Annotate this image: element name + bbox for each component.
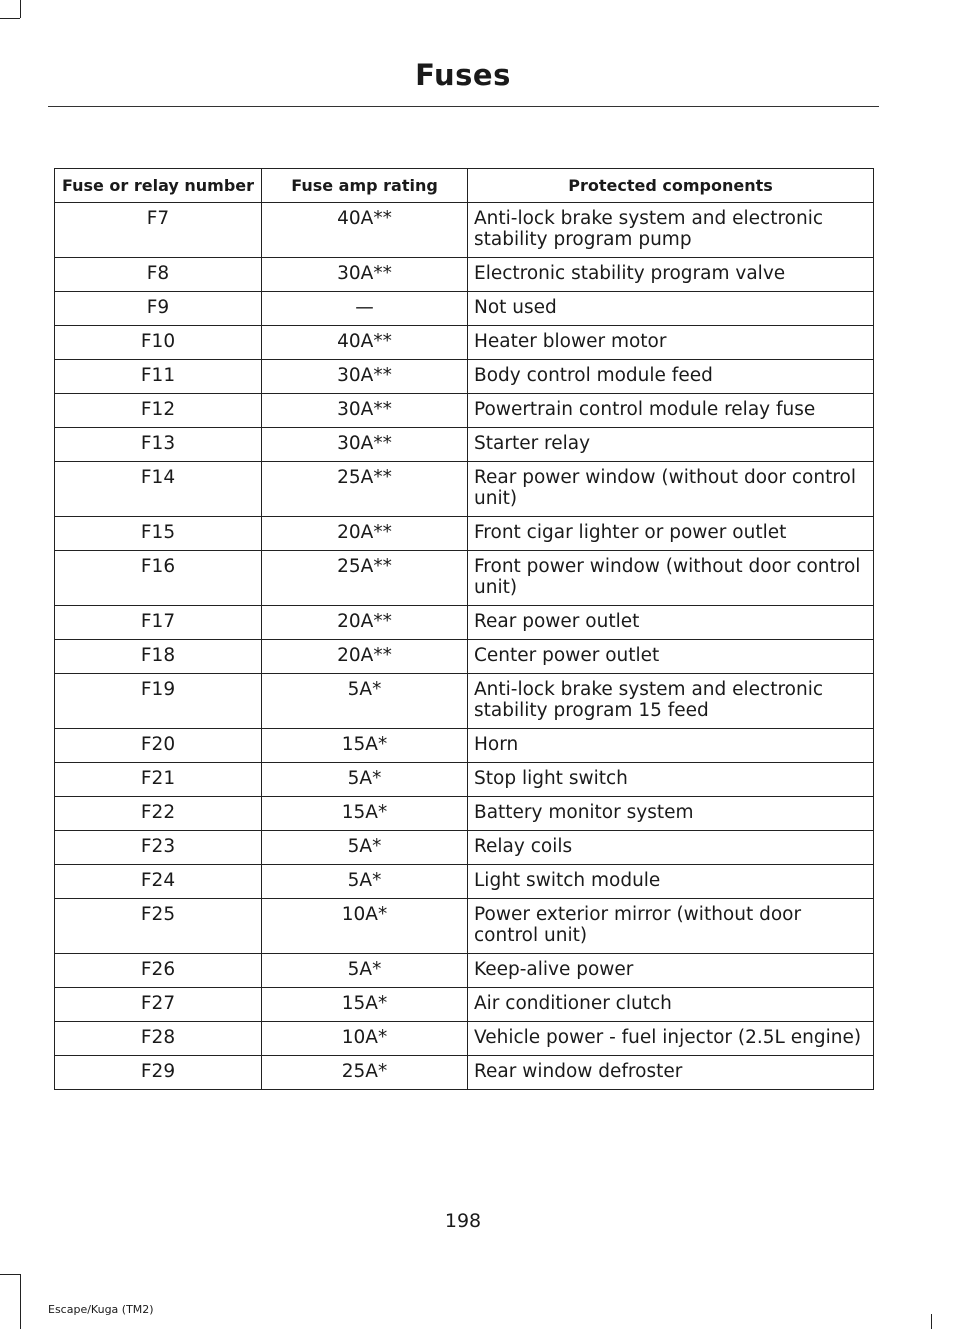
protected-components-cell: Starter relay [468,428,874,462]
crop-mark [931,1314,932,1329]
fuse-number-cell: F12 [55,394,262,428]
fuse-number-cell: F16 [55,551,262,606]
fuse-number-cell: F18 [55,640,262,674]
table-row [55,258,874,292]
protected-components-cell: Powertrain control module relay fuse [468,394,874,428]
fuse-number-cell: F21 [55,763,262,797]
protected-components-cell: Anti-lock brake system and electronic stability program 15 feed [468,674,874,729]
amp-rating-cell: 15A* [262,729,468,763]
title-divider [48,106,879,107]
page-number: 198 [444,1210,482,1232]
amp-rating-cell: 30A** [262,394,468,428]
amp-rating-cell: 25A* [262,1056,468,1090]
protected-components-cell: Keep-alive power [468,954,874,988]
protected-components-cell: Vehicle power - fuel injector (2.5L engine) [468,1022,874,1056]
amp-rating-cell: 40A** [262,326,468,360]
crop-mark [0,18,20,19]
protected-components-cell: Air conditioner clutch [468,988,874,1022]
table-row [55,462,874,517]
fuse-number-cell: F27 [55,988,262,1022]
fuse-number-cell: F11 [55,360,262,394]
table-row [55,640,874,674]
table-row [55,954,874,988]
protected-components-cell: Electronic stability program valve [468,258,874,292]
crop-mark [0,1274,20,1275]
amp-rating-cell: 15A* [262,797,468,831]
amp-rating-cell: 10A* [262,1022,468,1056]
amp-rating-cell: 25A** [262,551,468,606]
protected-components-cell: Rear window defroster [468,1056,874,1090]
table-row [55,360,874,394]
table-row [55,394,874,428]
table-row [55,292,874,326]
amp-rating-cell: 15A* [262,988,468,1022]
amp-rating-cell: 10A* [262,899,468,954]
amp-rating-cell: 5A* [262,954,468,988]
table-row [55,606,874,640]
document-label: Escape/Kuga (TM2) [48,1303,154,1316]
protected-components-cell: Horn [468,729,874,763]
protected-components-cell: Rear power outlet [468,606,874,640]
fuse-number-cell: F9 [55,292,262,326]
table-row [55,763,874,797]
table-row [55,865,874,899]
table-row [55,797,874,831]
table-row [55,428,874,462]
page-title: Fuses [415,58,511,92]
protected-components-cell: Body control module feed [468,360,874,394]
fuse-table [54,168,874,1090]
fuse-number-cell: F10 [55,326,262,360]
protected-components-cell: Not used [468,292,874,326]
table-row [55,326,874,360]
fuse-number-cell: F14 [55,462,262,517]
amp-rating-cell: 30A** [262,428,468,462]
fuse-number-cell: F19 [55,674,262,729]
protected-components-cell: Stop light switch [468,763,874,797]
amp-rating-cell: 20A** [262,606,468,640]
table-row [55,831,874,865]
table-row [55,988,874,1022]
amp-rating-cell: 20A** [262,640,468,674]
fuse-number-cell: F26 [55,954,262,988]
protected-components-cell: Battery monitor system [468,797,874,831]
fuse-number-cell: F24 [55,865,262,899]
column-header-fuse-number: Fuse or relay number [55,169,262,203]
column-header-protected-components: Protected components [468,169,874,203]
fuse-number-cell: F23 [55,831,262,865]
protected-components-cell: Anti-lock brake system and electronic stability program pump [468,203,874,258]
fuse-number-cell: F20 [55,729,262,763]
protected-components-cell: Heater blower motor [468,326,874,360]
fuse-number-cell: F25 [55,899,262,954]
fuse-number-cell: F15 [55,517,262,551]
table-row [55,674,874,729]
protected-components-cell: Front power window (without door control unit) [468,551,874,606]
table-row [55,517,874,551]
table-row [55,1056,874,1090]
table-row [55,1022,874,1056]
amp-rating-cell: 25A** [262,462,468,517]
fuse-number-cell: F13 [55,428,262,462]
protected-components-cell: Center power outlet [468,640,874,674]
table-row [55,551,874,606]
amp-rating-cell: — [262,292,468,326]
protected-components-cell: Light switch module [468,865,874,899]
column-header-amp-rating: Fuse amp rating [262,169,468,203]
protected-components-cell: Power exterior mirror (without door control unit) [468,899,874,954]
amp-rating-cell: 5A* [262,831,468,865]
protected-components-cell: Rear power window (without door control unit) [468,462,874,517]
fuse-number-cell: F22 [55,797,262,831]
fuse-table-body [55,203,874,1090]
protected-components-cell: Front cigar lighter or power outlet [468,517,874,551]
table-row [55,203,874,258]
amp-rating-cell: 40A** [262,203,468,258]
fuse-number-cell: F17 [55,606,262,640]
crop-mark [20,1274,21,1329]
amp-rating-cell: 5A* [262,865,468,899]
protected-components-cell: Relay coils [468,831,874,865]
amp-rating-cell: 5A* [262,674,468,729]
fuse-number-cell: F8 [55,258,262,292]
amp-rating-cell: 5A* [262,763,468,797]
amp-rating-cell: 30A** [262,258,468,292]
fuse-number-cell: F28 [55,1022,262,1056]
crop-mark [20,0,21,18]
amp-rating-cell: 30A** [262,360,468,394]
table-row [55,729,874,763]
amp-rating-cell: 20A** [262,517,468,551]
table-header-row [55,169,874,203]
table-row [55,899,874,954]
fuse-number-cell: F7 [55,203,262,258]
fuse-number-cell: F29 [55,1056,262,1090]
